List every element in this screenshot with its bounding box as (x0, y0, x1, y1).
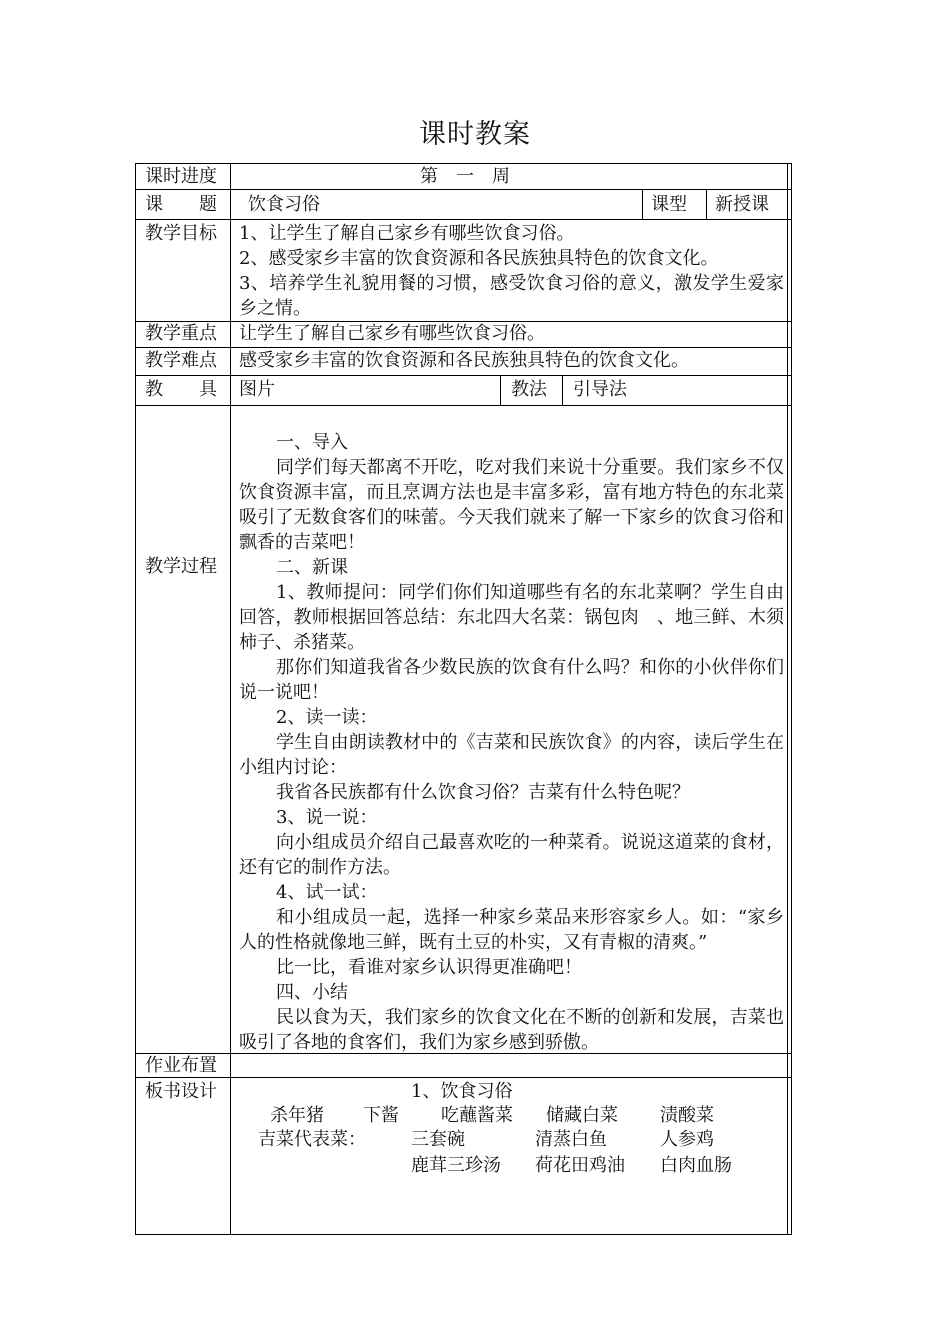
process-heading: 四、小结 (276, 982, 348, 1003)
process-paragraph: 向小组成员介绍自己最喜欢吃的一种菜肴。说说这道菜的食材，还有它的制作方法。 (239, 832, 784, 878)
process-label: 教学过程 (145, 556, 217, 577)
dish-item: 清蒸白鱼 (535, 1129, 607, 1150)
row-divider (135, 219, 792, 220)
board-heading: 1、饮食习俗 (411, 1081, 513, 1102)
process-paragraph: 1、教师提问：同学们你们知道哪些有名的东北菜啊？学生自由回答，教师根据回答总结：东北四大名菜：锅包肉 、地三鲜、木须柿子、杀猪菜。 (239, 582, 784, 653)
cell-divider (500, 375, 501, 405)
dish-item: 荷花田鸡油 (535, 1155, 625, 1176)
cell-divider (706, 189, 707, 219)
cell-divider (562, 375, 563, 405)
custom-item: 渍酸菜 (660, 1105, 714, 1126)
tools-label: 教 具 (145, 379, 217, 400)
dishes-label: 吉菜代表菜： (258, 1129, 366, 1150)
row-divider (135, 347, 792, 348)
homework-label: 作业布置 (145, 1055, 217, 1076)
row-divider (135, 189, 792, 190)
process-heading: 3、说一说： (276, 807, 378, 828)
custom-item: 杀年猪 (270, 1105, 324, 1126)
process-paragraph: 民以食为天，我们家乡的饮食文化在不断的创新和发展，吉菜也吸引了各地的食客们，我们为家乡感到骄傲。 (239, 1007, 784, 1053)
process-content (239, 430, 784, 1055)
custom-item: 储藏白菜 (546, 1105, 618, 1126)
progress-value: 第 一 周 (420, 166, 510, 187)
key-point-value: 让学生了解自己家乡有哪些饮食习俗。 (239, 323, 545, 344)
row-divider (135, 375, 792, 376)
process-heading: 4、试一试： (276, 882, 378, 903)
process-paragraph: 比一比，看谁对家乡认识得更准确吧！ (276, 957, 582, 978)
label-column-divider (230, 163, 231, 1235)
document-title: 课时教案 (419, 119, 531, 150)
goals-label: 教学目标 (145, 223, 217, 244)
lesson-type-label: 课型 (651, 194, 687, 215)
key-point-label: 教学重点 (145, 323, 217, 344)
progress-label: 课时进度 (145, 166, 217, 187)
process-paragraph: 我省各民族都有什么饮食习俗？吉菜有什么特色呢？ (276, 782, 690, 803)
dish-item: 三套碗 (411, 1129, 465, 1150)
row-divider (135, 405, 792, 406)
method-value: 引导法 (573, 379, 627, 400)
difficulty-value: 感受家乡丰富的饮食资源和各民族独具特色的饮食文化。 (239, 350, 689, 371)
process-heading: 二、新课 (276, 557, 348, 578)
process-heading: 一、导入 (276, 432, 348, 453)
tools-value: 图片 (239, 379, 275, 400)
goal-item: 2、感受家乡丰富的饮食资源和各民族独具特色的饮食文化。 (239, 248, 719, 269)
process-paragraph: 同学们每天都离不开吃，吃对我们来说十分重要。我们家乡不仅饮食资源丰富，而且烹调方法也是丰富多彩，富有地方特色的东北菜吸引了无数食客们的味蕾。今天我们就来了解一下家乡的饮食习俗和飘香的吉菜吧！ (239, 457, 784, 553)
lesson-type-value: 新授课 (715, 194, 769, 215)
process-paragraph: 和小组成员一起，选择一种家乡菜品来形容家乡人。如：“家乡人的性格就像地三鲜，既有土豆的朴实，又有青椒的清爽。” (239, 907, 784, 953)
goal-item: 3、培养学生礼貌用餐的习惯，感受饮食习俗的意义，激发学生爱家乡之情。 (239, 273, 784, 319)
dish-item: 人参鸡 (660, 1129, 714, 1150)
process-paragraph: 那你们知道我省各少数民族的饮食有什么吗？和你的小伙伴你们说一说吧！ (239, 657, 784, 703)
custom-item: 吃蘸酱菜 (441, 1105, 513, 1126)
dish-item: 鹿茸三珍汤 (411, 1155, 501, 1176)
method-label: 教法 (511, 379, 547, 400)
cell-divider (642, 189, 643, 219)
difficulty-label: 教学难点 (145, 350, 217, 371)
process-paragraph: 学生自由朗读教材中的《吉菜和民族饮食》的内容，读后学生在小组内讨论： (239, 732, 784, 778)
board-label: 板书设计 (145, 1081, 217, 1102)
custom-item: 下酱 (363, 1105, 399, 1126)
topic-value: 饮食习俗 (248, 194, 320, 215)
topic-label: 课 题 (145, 194, 217, 215)
dish-item: 白肉血肠 (660, 1155, 732, 1176)
goal-item: 1、让学生了解自己家乡有哪些饮食习俗。 (239, 223, 575, 244)
row-divider (135, 1077, 792, 1078)
process-heading: 2、读一读： (276, 707, 378, 728)
